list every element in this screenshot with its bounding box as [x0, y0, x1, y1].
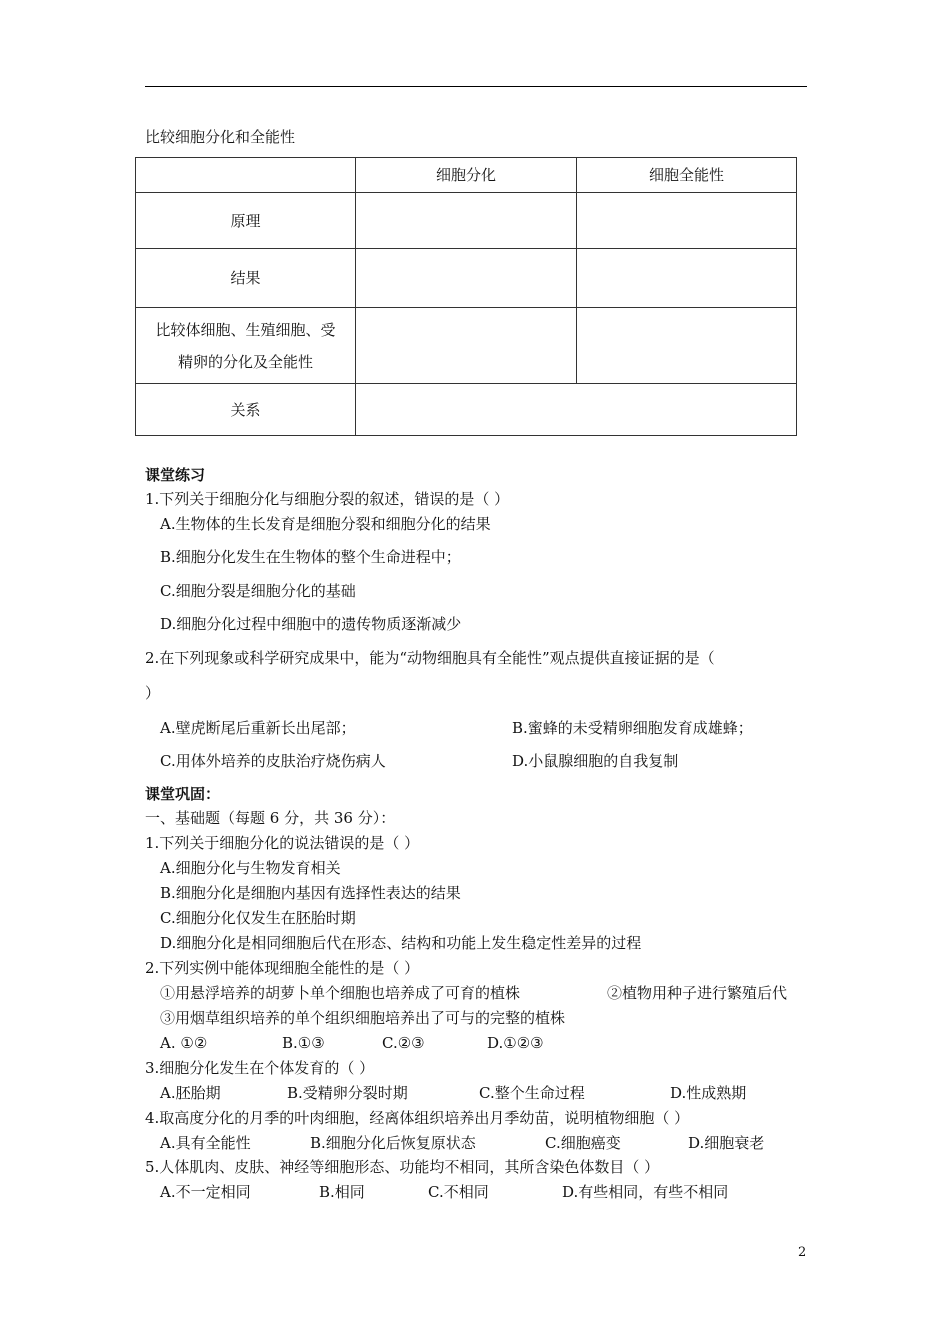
- row-label-result: 结果: [136, 249, 356, 308]
- consolidation-q4-option-d: D.细胞衰老: [688, 1134, 765, 1152]
- row-label-comparison-line1: 比较体细胞、生殖细胞、受: [155, 320, 336, 339]
- practice-q1-option-d: D.细胞分化过程中细胞中的遗传物质逐渐减少: [160, 615, 462, 633]
- table-cell: [356, 193, 577, 249]
- consolidation-q5-option-b: B.相同: [319, 1183, 365, 1201]
- practice-q1-option-c: C.细胞分裂是细胞分化的基础: [160, 582, 356, 600]
- table-header-row: [136, 158, 797, 193]
- consolidation-q5-option-d: D.有些相同，有些不相同: [562, 1183, 729, 1201]
- consolidation-q1-option-a: A.细胞分化与生物发育相关: [160, 859, 341, 877]
- practice-q2-option-a: A.壁虎断尾后重新长出尾部；: [160, 719, 356, 737]
- practice-q1-option-a: A.生物体的生长发育是细胞分裂和细胞分化的结果: [160, 515, 491, 533]
- practice-q2-option-b: B.蜜蜂的未受精卵细胞发育成雄蜂；: [512, 719, 753, 737]
- consolidation-q1-stem: 1.下列关于细胞分化的说法错误的是（ ）: [145, 834, 420, 852]
- table-cell: [577, 193, 797, 249]
- consolidation-q2-stem: 2.下列实例中能体现细胞全能性的是（ ）: [145, 959, 420, 977]
- table-header-differentiation: 细胞分化: [356, 158, 577, 193]
- consolidation-q3-option-a: A.胚胎期: [160, 1084, 221, 1102]
- table-title: 比较细胞分化和全能性: [145, 128, 296, 146]
- practice-q1-option-b: B.细胞分化发生在生物体的整个生命进程中；: [160, 548, 461, 566]
- table-header-totipotency: 细胞全能性: [577, 158, 797, 193]
- consolidation-q1-option-d: D.细胞分化是相同细胞后代在形态、结构和功能上发生稳定性差异的过程: [160, 934, 642, 952]
- consolidation-q2-item-2: ②植物用种子进行繁殖后代: [607, 984, 788, 1002]
- consolidation-q2-item-1: ①用悬浮培养的胡萝卜单个细胞也培养成了可育的植株: [160, 984, 521, 1002]
- consolidation-q4-stem: 4.取高度分化的月季的叶肉细胞，经离体组织培养出月季幼苗，说明植物细胞（ ）: [145, 1109, 690, 1127]
- consolidation-q3-stem: 3.细胞分化发生在个体发育的（ ）: [145, 1059, 375, 1077]
- consolidation-q3-option-d: D.性成熟期: [670, 1084, 747, 1102]
- table-cell: [356, 308, 577, 384]
- row-label-principle: 原理: [136, 193, 356, 249]
- table-row: [136, 308, 797, 384]
- practice-q2-stem-cont: ）: [145, 684, 161, 702]
- consolidation-q5-stem: 5.人体肌肉、皮肤、神经等细胞形态、功能均不相同，其所含染色体数目（ ）: [145, 1158, 660, 1176]
- row-label-comparison-line2: 精卵的分化及全能性: [177, 352, 313, 371]
- consolidation-q5-option-c: C.不相同: [428, 1183, 489, 1201]
- consolidation-q2-option-c: C.②③: [382, 1034, 425, 1052]
- consolidation-q3-option-c: C.整个生命过程: [479, 1084, 585, 1102]
- table-row: [136, 249, 797, 308]
- header-rule: [145, 86, 807, 87]
- consolidation-q4-option-a: A.具有全能性: [160, 1134, 251, 1152]
- table-cell: [577, 249, 797, 308]
- practice-q2-option-c: C.用体外培养的皮肤治疗烧伤病人: [160, 752, 386, 770]
- row-label-comparison: [136, 308, 356, 384]
- table-cell-merged: [356, 384, 797, 436]
- consolidation-q3-option-b: B.受精卵分裂时期: [287, 1084, 408, 1102]
- consolidation-q2-option-d: D.①②③: [487, 1034, 544, 1052]
- table-row: [136, 384, 797, 436]
- consolidation-q2-option-b: B.①③: [282, 1034, 325, 1052]
- consolidation-q2-item-3: ③用烟草组织培养的单个组织细胞培养出了可与的完整的植株: [160, 1009, 566, 1027]
- consolidation-q2-option-a: A. ①②: [160, 1034, 208, 1052]
- table-row: [136, 193, 797, 249]
- comparison-table: [135, 157, 797, 436]
- consolidation-section-title: 一、基础题（每题 6 分，共 36 分）：: [145, 809, 396, 827]
- table-cell: [577, 308, 797, 384]
- consolidation-heading: 课堂巩固：: [145, 785, 221, 803]
- practice-q2-option-d: D.小鼠腺细胞的自我复制: [512, 752, 679, 770]
- practice-q2-stem: 2.在下列现象或科学研究成果中，能为“动物细胞具有全能性”观点提供直接证据的是（: [145, 649, 715, 667]
- consolidation-q4-option-c: C.细胞癌变: [545, 1134, 621, 1152]
- table-cell: [356, 249, 577, 308]
- row-label-relation: 关系: [136, 384, 356, 436]
- page-number: 2: [798, 1245, 807, 1260]
- consolidation-q5-option-a: A.不一定相同: [160, 1183, 251, 1201]
- practice-heading: 课堂练习: [145, 466, 206, 484]
- table-header-empty: [136, 158, 356, 193]
- consolidation-q4-option-b: B.细胞分化后恢复原状态: [310, 1134, 476, 1152]
- consolidation-q1-option-b: B.细胞分化是细胞内基因有选择性表达的结果: [160, 884, 461, 902]
- practice-q1-stem: 1.下列关于细胞分化与细胞分裂的叙述，错误的是（ ）: [145, 490, 510, 508]
- consolidation-q1-option-c: C.细胞分化仅发生在胚胎时期: [160, 909, 356, 927]
